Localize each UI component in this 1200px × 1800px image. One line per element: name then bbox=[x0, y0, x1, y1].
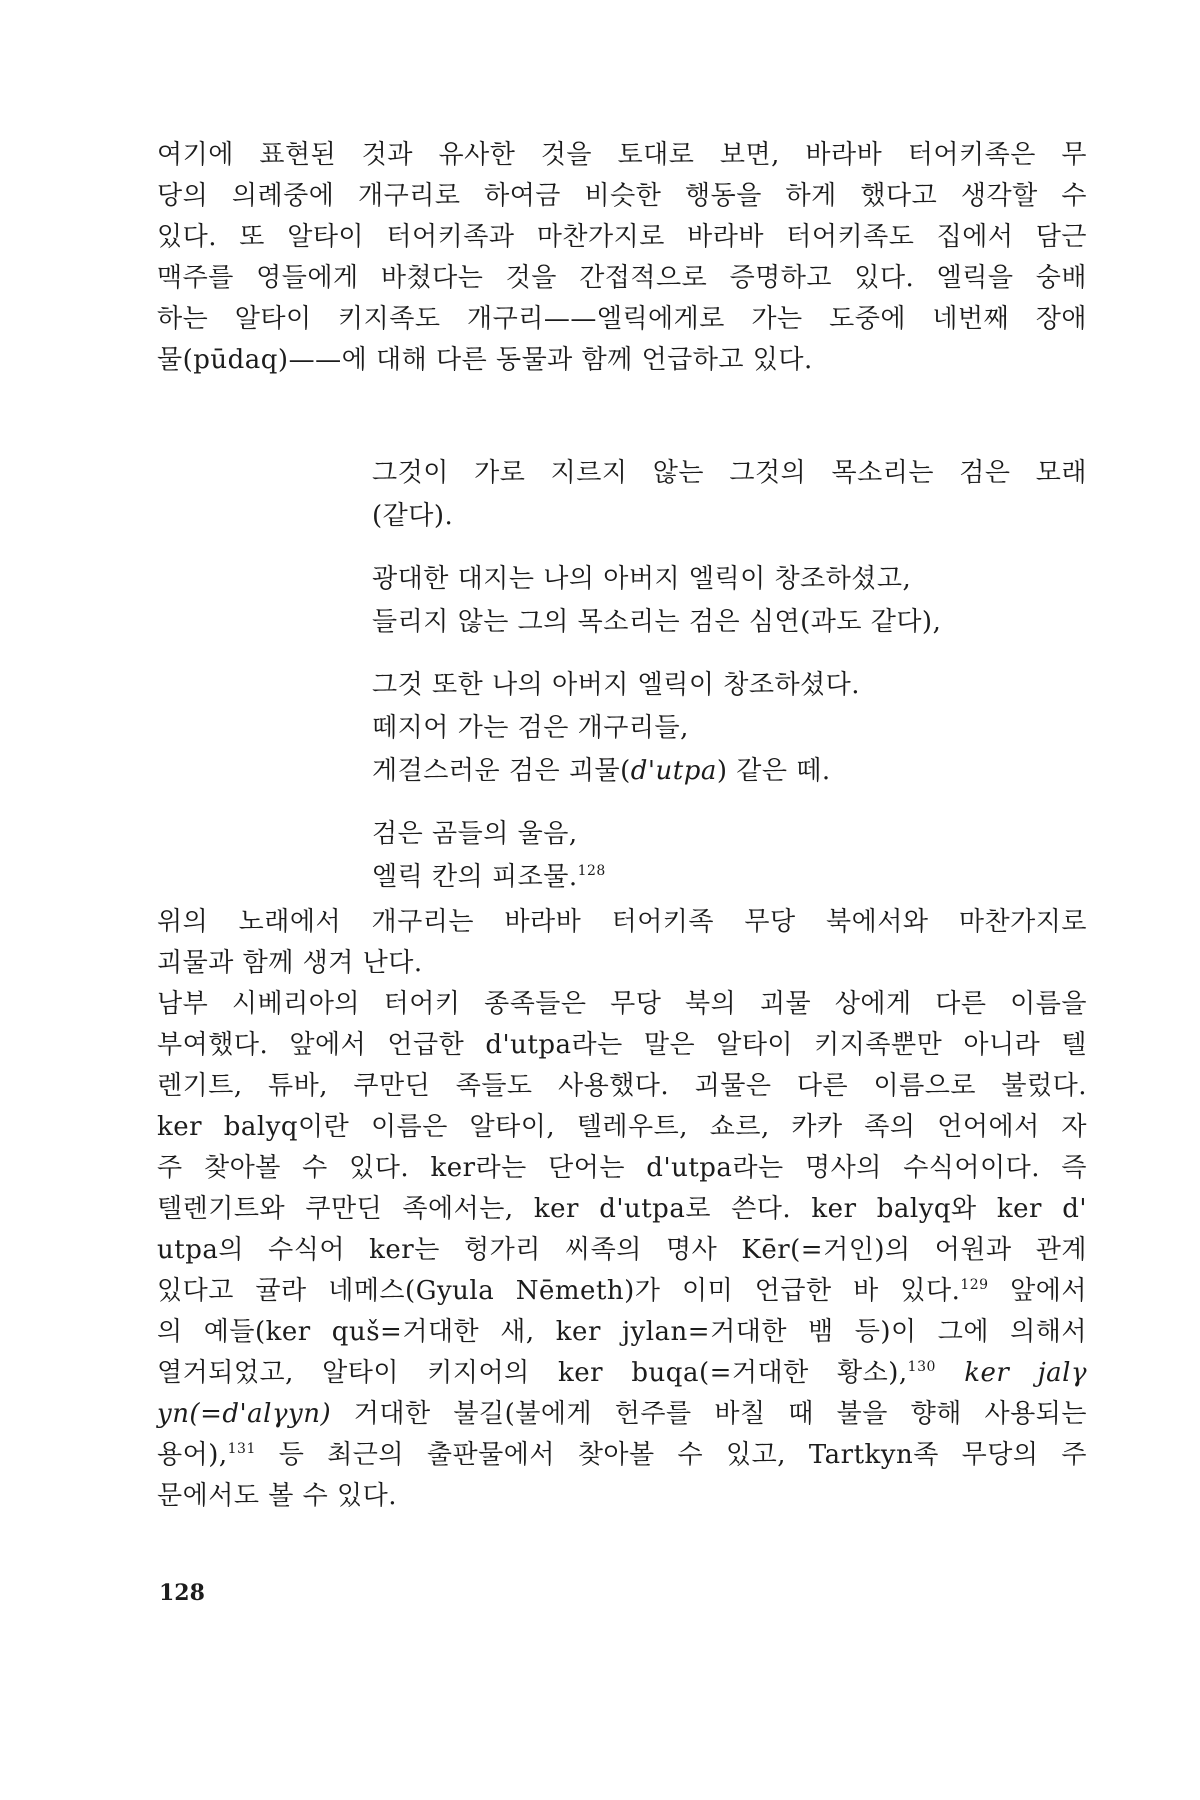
verse-stanza bbox=[372, 452, 1087, 538]
line-text: 용어), bbox=[157, 1440, 228, 1470]
page-number: 128 bbox=[159, 1580, 205, 1606]
verse-line: 들리지 않는 그의 목소리는 검은 심연(과도 같다), bbox=[372, 607, 942, 637]
verse-line: 떼지어 가는 검은 개구리들, bbox=[372, 713, 689, 743]
text-line: 위의 노래에서 개구리는 바라바 터어키족 무당 북에서와 마찬가지로 bbox=[157, 907, 1087, 937]
text-line: 의 예들(ker quš=거대한 새, ker jylan=거대한 뱀 등)이 그에 의해서 bbox=[157, 1317, 1087, 1347]
paragraph-3 bbox=[157, 984, 1087, 1517]
paragraph-1 bbox=[157, 135, 1087, 381]
verse-stanza bbox=[372, 813, 1087, 899]
text-line: 당의 의례중에 개구리로 하여금 비슷한 행동을 하게 했다고 생각할 수 bbox=[157, 181, 1087, 211]
line-text: 거대한 불길(불에게 헌주를 바칠 때 불을 향해 사용되는 bbox=[331, 1399, 1087, 1429]
line-text: 등 최근의 출판물에서 찾아볼 수 있고, Tartkyn족 무당의 주 bbox=[255, 1440, 1087, 1470]
text-line: 하는 알타이 키지족도 개구리——엘릭에게로 가는 도중에 네번째 장애 bbox=[157, 304, 1087, 334]
text-line: 문에서도 볼 수 있다. bbox=[157, 1481, 397, 1511]
paragraph-2 bbox=[157, 902, 1087, 984]
verse-line bbox=[372, 856, 1087, 899]
text-line bbox=[157, 1353, 1087, 1394]
verse-stanza bbox=[372, 664, 1087, 793]
text-line: 부여했다. 앞에서 언급한 d'utpa라는 말은 알타이 키지족뿐만 아니라 텔 bbox=[157, 1030, 1087, 1060]
text-line bbox=[157, 1394, 1087, 1435]
text-line: utpa의 수식어 ker는 헝가리 씨족의 명사 Kēr(=거인)의 어원과 관계 bbox=[157, 1235, 1087, 1265]
footnote-marker: 131 bbox=[227, 1441, 256, 1457]
verse-line bbox=[372, 750, 1087, 793]
italic-term: yn(=d'alγyn) bbox=[157, 1399, 332, 1429]
line-text: 앞에서 bbox=[988, 1276, 1087, 1306]
verse-text: 게걸스러운 검은 괴물( bbox=[372, 756, 631, 786]
verse-line: (같다). bbox=[372, 501, 454, 531]
text-line: 맥주를 영들에게 바쳤다는 것을 간접적으로 증명하고 있다. 엘릭을 숭배 bbox=[157, 263, 1087, 293]
text-line bbox=[157, 1435, 1087, 1476]
verse-line: 그것 또한 나의 아버지 엘릭이 창조하셨다. bbox=[372, 670, 861, 700]
text-line: 괴물과 함께 생겨 난다. bbox=[157, 948, 423, 978]
text-line: 주 찾아볼 수 있다. ker라는 단어는 d'utpa라는 명사의 수식어이다. 즉 bbox=[157, 1153, 1087, 1183]
verse-line: 광대한 대지는 나의 아버지 엘릭이 창조하셨고, bbox=[372, 564, 912, 594]
text-line bbox=[157, 1271, 1087, 1312]
text-line: 텔렌기트와 쿠만딘 족에서는, ker d'utpa로 쓴다. ker balyq와 ker d' bbox=[157, 1194, 1087, 1224]
verse-text: ) 같은 떼. bbox=[716, 756, 831, 786]
line-text: 열거되었고, 알타이 키지어의 ker buqa(=거대한 황소), bbox=[157, 1358, 908, 1388]
verse-quotation bbox=[372, 452, 1087, 919]
verse-line: 검은 곰들의 울음, bbox=[372, 819, 578, 849]
line-text: 있다고 귤라 네메스(Gyula Nēmeth)가 이미 언급한 바 있다. bbox=[157, 1276, 961, 1306]
text-line: 남부 시베리아의 터어키 종족들은 무당 북의 괴물 상에게 다른 이름을 bbox=[157, 989, 1087, 1019]
verse-stanza bbox=[372, 558, 1087, 644]
italic-term: ker jalγ bbox=[935, 1358, 1087, 1388]
footnote-marker: 129 bbox=[960, 1277, 989, 1293]
footnote-marker: 130 bbox=[907, 1359, 936, 1375]
verse-line: 그것이 가로 지르지 않는 그것의 목소리는 검은 모래 bbox=[372, 458, 1087, 488]
text-line: 물(pūdaq)——에 대해 다른 동물과 함께 언급하고 있다. bbox=[157, 345, 813, 375]
text-line: 렌기트, 튜바, 쿠만딘 족들도 사용했다. 괴물은 다른 이름으로 불렀다. bbox=[157, 1071, 1087, 1101]
text-line: 여기에 표현된 것과 유사한 것을 토대로 보면, 바라바 터어키족은 무 bbox=[157, 140, 1087, 170]
footnote-marker: 128 bbox=[577, 863, 606, 879]
text-line: ker balyq이란 이름은 알타이, 텔레우트, 쇼르, 카카 족의 언어에서 자 bbox=[157, 1112, 1087, 1142]
text-line: 있다. 또 알타이 터어키족과 마찬가지로 바라바 터어키족도 집에서 담근 bbox=[157, 222, 1087, 252]
italic-term: d'utpa bbox=[630, 756, 717, 786]
verse-text: 엘릭 칸의 피조물. bbox=[372, 862, 578, 892]
